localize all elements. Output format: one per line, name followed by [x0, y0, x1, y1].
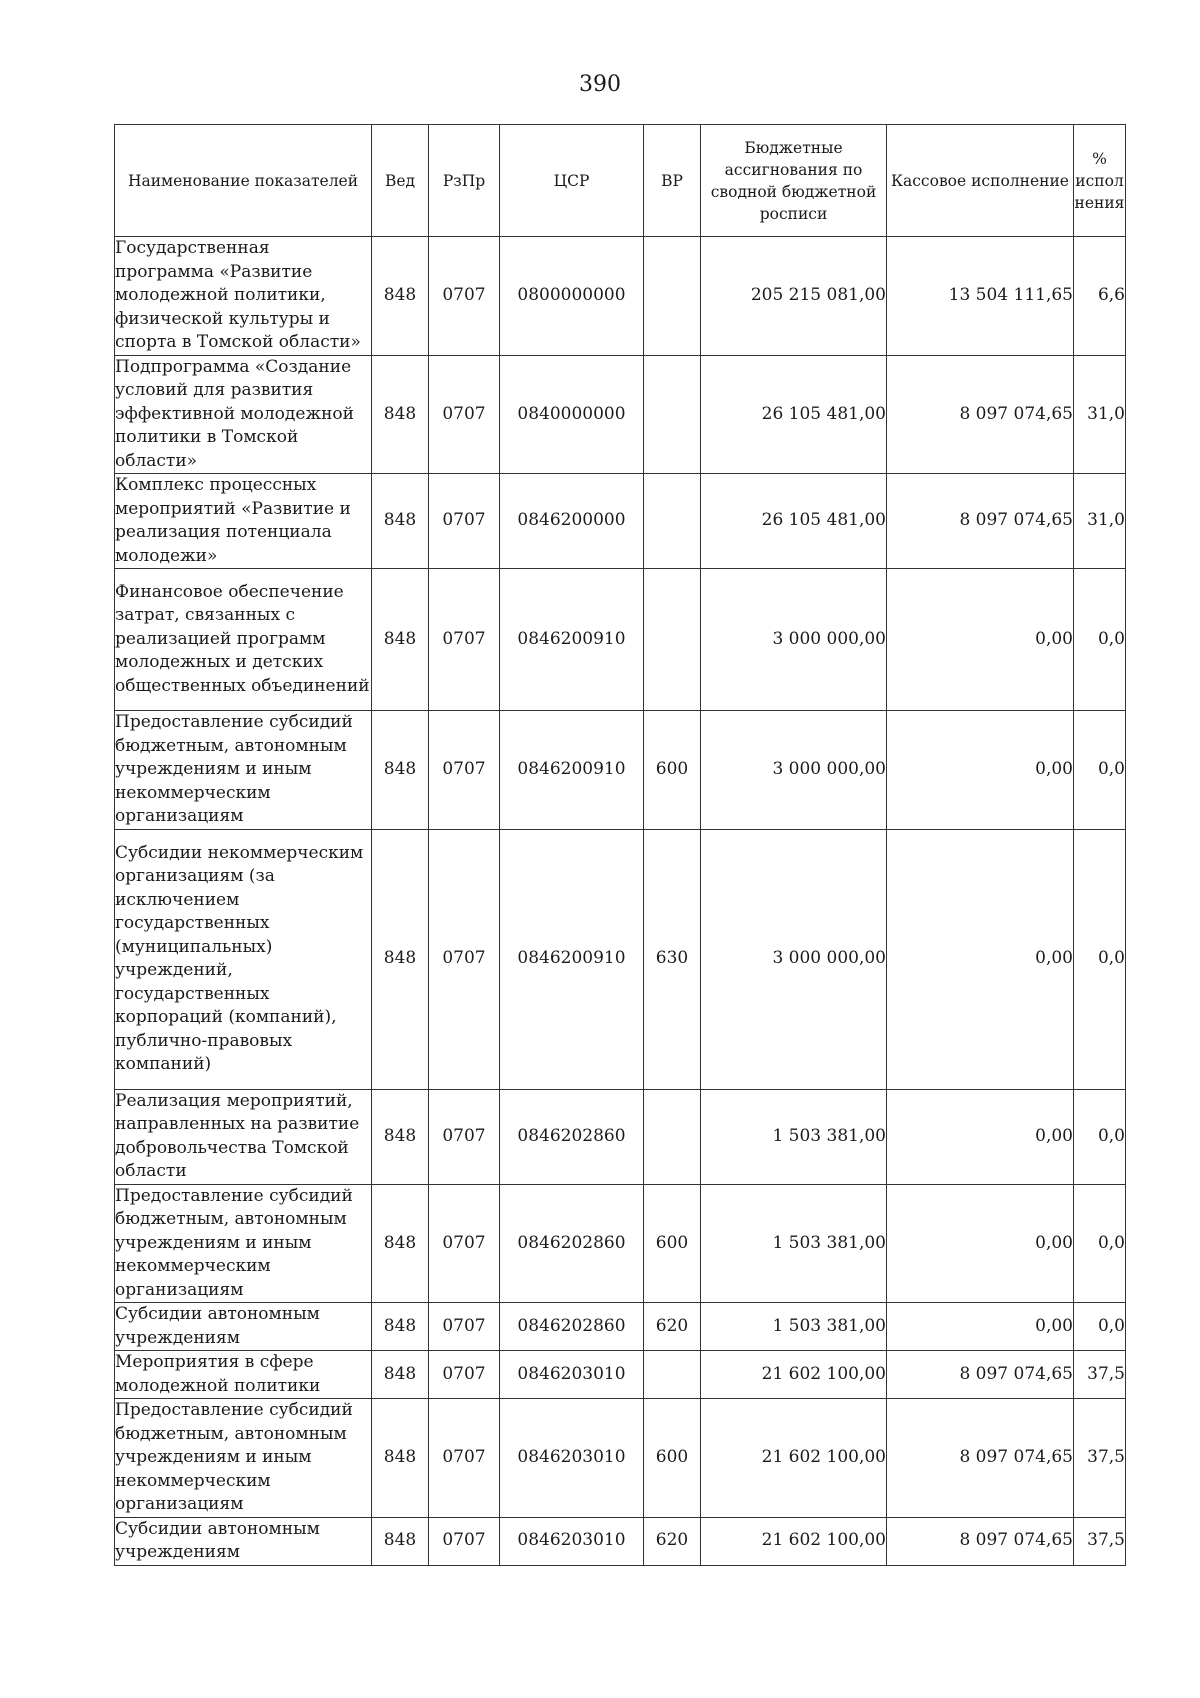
row-name: Субсидии автономным учреждениям: [115, 1303, 372, 1351]
row-name: Государственная программа «Развитие молодежной политики, физической культуры и спорта в Томской области»: [115, 237, 372, 356]
row-cash: 0,00: [887, 1303, 1074, 1351]
row-cash: 0,00: [887, 1184, 1074, 1303]
row-cash: 8 097 074,65: [887, 1399, 1074, 1518]
row-rzpr: 0707: [429, 569, 500, 711]
row-appropriations: 1 503 381,00: [701, 1089, 887, 1184]
row-appropriations: 3 000 000,00: [701, 829, 887, 1089]
row-rzpr: 0707: [429, 829, 500, 1089]
row-ved: 848: [372, 355, 429, 474]
row-cash: 0,00: [887, 1089, 1074, 1184]
table-row: [115, 1184, 1126, 1303]
row-percent: 0,0: [1074, 711, 1126, 830]
row-rzpr: 0707: [429, 1089, 500, 1184]
row-rzpr: 0707: [429, 711, 500, 830]
row-name: Предоставление субсидий бюджетным, автономным учреждениям и иным некоммерческим организациям: [115, 1399, 372, 1518]
row-cash: 8 097 074,65: [887, 355, 1074, 474]
row-csr: 0846200910: [500, 711, 644, 830]
row-rzpr: 0707: [429, 474, 500, 569]
row-csr: 0846202860: [500, 1184, 644, 1303]
row-csr: 0846202860: [500, 1089, 644, 1184]
header-ved: Вед: [372, 125, 429, 237]
row-vr: 620: [644, 1517, 701, 1565]
row-rzpr: 0707: [429, 1303, 500, 1351]
row-cash: 0,00: [887, 711, 1074, 830]
row-name: Мероприятия в сфере молодежной политики: [115, 1351, 372, 1399]
table-row: [115, 474, 1126, 569]
row-name: Комплекс процессных мероприятий «Развитие и реализация потенциала молодежи»: [115, 474, 372, 569]
row-csr: 0846200000: [500, 474, 644, 569]
row-appropriations: 1 503 381,00: [701, 1184, 887, 1303]
row-name: Финансовое обеспечение затрат, связанных с реализацией программ молодежных и детских общественных объединений: [115, 569, 372, 711]
row-cash: 8 097 074,65: [887, 474, 1074, 569]
row-rzpr: 0707: [429, 1351, 500, 1399]
row-appropriations: 205 215 081,00: [701, 237, 887, 356]
table-row: [115, 355, 1126, 474]
row-name: Субсидии автономным учреждениям: [115, 1517, 372, 1565]
row-appropriations: 3 000 000,00: [701, 569, 887, 711]
table-row: [115, 1303, 1126, 1351]
header-vr: ВР: [644, 125, 701, 237]
header-name: Наименование показателей: [115, 125, 372, 237]
table-row: [115, 1351, 1126, 1399]
row-rzpr: 0707: [429, 237, 500, 356]
row-vr: [644, 237, 701, 356]
header-csr: ЦСР: [500, 125, 644, 237]
row-percent: 6,6: [1074, 237, 1126, 356]
row-cash: 8 097 074,65: [887, 1351, 1074, 1399]
row-csr: 0846200910: [500, 829, 644, 1089]
row-name: Подпрограмма «Создание условий для развития эффективной молодежной политики в Томской области»: [115, 355, 372, 474]
row-csr: 0846200910: [500, 569, 644, 711]
row-csr: 0846203010: [500, 1517, 644, 1565]
page-number: 390: [579, 72, 621, 97]
row-percent: 0,0: [1074, 569, 1126, 711]
row-percent: 31,0: [1074, 474, 1126, 569]
row-cash: 0,00: [887, 569, 1074, 711]
row-ved: 848: [372, 1399, 429, 1518]
header-appropriations: Бюджетные ассигнования по сводной бюджетной росписи: [701, 125, 887, 237]
row-percent: 31,0: [1074, 355, 1126, 474]
row-cash: 0,00: [887, 829, 1074, 1089]
row-vr: 630: [644, 829, 701, 1089]
row-ved: 848: [372, 1303, 429, 1351]
row-rzpr: 0707: [429, 355, 500, 474]
row-ved: 848: [372, 829, 429, 1089]
row-csr: 0846202860: [500, 1303, 644, 1351]
row-name: Предоставление субсидий бюджетным, автономным учреждениям и иным некоммерческим организациям: [115, 711, 372, 830]
row-vr: [644, 474, 701, 569]
row-ved: 848: [372, 474, 429, 569]
row-ved: 848: [372, 1089, 429, 1184]
row-ved: 848: [372, 711, 429, 830]
row-ved: 848: [372, 1351, 429, 1399]
header-rzpr: РзПр: [429, 125, 500, 237]
table-row: [115, 711, 1126, 830]
row-name: Субсидии некоммерческим организациям (за исключением государственных (муниципальных) учреждений, государственных корпораций (компаний), публично-правовых компаний): [115, 829, 372, 1089]
table-header-row: [115, 125, 1126, 237]
row-vr: [644, 355, 701, 474]
row-ved: 848: [372, 1517, 429, 1565]
row-vr: 600: [644, 1184, 701, 1303]
row-csr: 0846203010: [500, 1399, 644, 1518]
table-row: [115, 569, 1126, 711]
row-vr: 600: [644, 1399, 701, 1518]
row-rzpr: 0707: [429, 1517, 500, 1565]
row-cash: 8 097 074,65: [887, 1517, 1074, 1565]
row-cash: 13 504 111,65: [887, 237, 1074, 356]
row-percent: 37,5: [1074, 1399, 1126, 1518]
row-appropriations: 26 105 481,00: [701, 355, 887, 474]
table-row: [115, 1517, 1126, 1565]
row-percent: 37,5: [1074, 1351, 1126, 1399]
header-cash-execution: Кассовое исполнение: [887, 125, 1074, 237]
row-appropriations: 21 602 100,00: [701, 1517, 887, 1565]
row-csr: 0840000000: [500, 355, 644, 474]
row-vr: [644, 1351, 701, 1399]
row-vr: 600: [644, 711, 701, 830]
row-percent: 0,0: [1074, 1089, 1126, 1184]
row-csr: 0846203010: [500, 1351, 644, 1399]
row-appropriations: 1 503 381,00: [701, 1303, 887, 1351]
row-percent: 37,5: [1074, 1517, 1126, 1565]
row-rzpr: 0707: [429, 1399, 500, 1518]
row-percent: 0,0: [1074, 1184, 1126, 1303]
row-csr: 0800000000: [500, 237, 644, 356]
table-row: [115, 237, 1126, 356]
table-row: [115, 829, 1126, 1089]
budget-execution-table: [114, 124, 1126, 1566]
table-row: [115, 1089, 1126, 1184]
row-vr: [644, 1089, 701, 1184]
row-vr: 620: [644, 1303, 701, 1351]
row-percent: 0,0: [1074, 1303, 1126, 1351]
row-name: Реализация мероприятий, направленных на развитие добровольчества Томской области: [115, 1089, 372, 1184]
row-appropriations: 21 602 100,00: [701, 1399, 887, 1518]
header-percent: % испол нения: [1074, 125, 1126, 237]
row-percent: 0,0: [1074, 829, 1126, 1089]
row-appropriations: 3 000 000,00: [701, 711, 887, 830]
row-appropriations: 21 602 100,00: [701, 1351, 887, 1399]
row-ved: 848: [372, 569, 429, 711]
row-appropriations: 26 105 481,00: [701, 474, 887, 569]
table-row: [115, 1399, 1126, 1518]
row-vr: [644, 569, 701, 711]
row-name: Предоставление субсидий бюджетным, автономным учреждениям и иным некоммерческим организациям: [115, 1184, 372, 1303]
row-rzpr: 0707: [429, 1184, 500, 1303]
row-ved: 848: [372, 237, 429, 356]
row-ved: 848: [372, 1184, 429, 1303]
